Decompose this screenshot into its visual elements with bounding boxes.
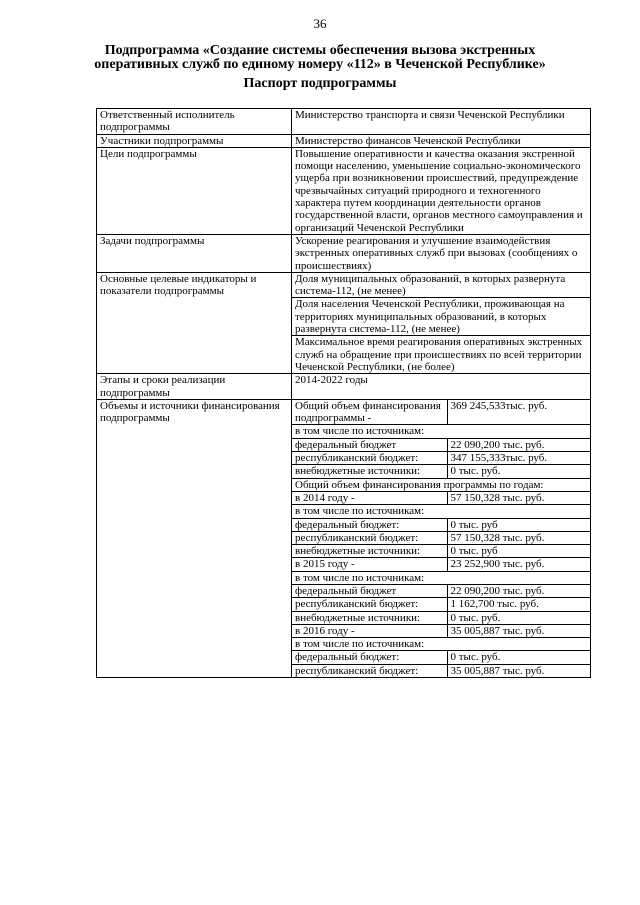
funding-note: в том числе по источникам: xyxy=(292,638,590,651)
funding-note: в том числе по источникам: xyxy=(292,425,590,438)
indicator-item: Доля муниципальных образований, в которых развернута система-112, (не менее) xyxy=(292,273,590,298)
funding-year-label: в 2015 году - xyxy=(292,558,447,571)
row-value: 2014-2022 годы xyxy=(292,374,591,400)
funding-label: Общий объем финансирования подпрограммы - xyxy=(292,400,447,425)
funding-amount: 57 150,328 тыс. руб. xyxy=(447,531,590,544)
indicators-list xyxy=(292,273,590,373)
row-label: Участники подпрограммы xyxy=(97,134,292,147)
row-value: Повышение оперативности и качества оказания экстренной помощи населению, уменьшение социально-экономического ущерба при возникновении происшествий, предупреждение чрезвычайных ситуаций природного и техногенного характера путем координации деятельности органов государственной власти, органов местного самоуправления и организаций Чеченской Республики xyxy=(292,147,591,234)
document-title xyxy=(60,44,580,72)
funding-label: республиканский бюджет: xyxy=(292,531,447,544)
row-label: Этапы и сроки реализации подпрограммы xyxy=(97,374,292,400)
funding-note: Общий объем финансирования программы по годам: xyxy=(292,478,590,491)
funding-year-label: в 2016 году - xyxy=(292,624,447,637)
funding-label: внебюджетные источники: xyxy=(292,465,447,478)
row-tasks xyxy=(97,234,591,272)
funding-table xyxy=(292,400,590,677)
funding-label: федеральный бюджет: xyxy=(292,518,447,531)
row-value: Министерство транспорта и связи Чеченской Республики xyxy=(292,109,591,135)
funding-note: в том числе по источникам: xyxy=(292,505,590,518)
row-responsible xyxy=(97,109,591,135)
row-indicators xyxy=(97,272,591,373)
funding-label: внебюджетные источники: xyxy=(292,611,447,624)
row-label: Основные целевые индикаторы и показатели подпрограммы xyxy=(97,272,292,373)
row-label: Цели подпрограммы xyxy=(97,147,292,234)
indicators-cell xyxy=(292,272,591,373)
funding-label: внебюджетные источники: xyxy=(292,545,447,558)
indicator-item: Доля населения Чеченской Республики, проживающая на территориях муниципальных образований, в которых развернута система-112, (не менее) xyxy=(292,298,590,336)
funding-amount: 23 252,900 тыс. руб. xyxy=(447,558,590,571)
row-stages xyxy=(97,374,591,400)
funding-note: в том числе по источникам: xyxy=(292,571,590,584)
funding-label: федеральный бюджет xyxy=(292,438,447,451)
funding-label: федеральный бюджет: xyxy=(292,651,447,664)
row-value: Министерство финансов Чеченской Республики xyxy=(292,134,591,147)
funding-label: федеральный бюджет xyxy=(292,584,447,597)
funding-amount: 57 150,328 тыс. руб. xyxy=(447,491,590,504)
funding-amount: 369 245,533тыс. руб. xyxy=(447,400,590,425)
row-label: Объемы и источники финансирования подпрограммы xyxy=(97,399,292,677)
row-value: Ускорение реагирования и улучшение взаимодействия экстренных оперативных служб при вызовах (сообщениях о происшествиях) xyxy=(292,234,591,272)
funding-amount: 0 тыс. руб. xyxy=(447,611,590,624)
row-label: Ответственный исполнитель подпрограммы xyxy=(97,109,292,135)
passport-heading: Паспорт подпрограммы xyxy=(243,76,397,91)
page-number: 36 xyxy=(313,16,327,31)
funding-amount: 1 162,700 тыс. руб. xyxy=(447,598,590,611)
funding-amount: 22 090,200 тыс. руб. xyxy=(447,584,590,597)
indicator-item: Максимальное время реагирования оперативных экстренных служб на обращение при происшествиях по всей территории Чеченской Республики, (не более) xyxy=(295,336,583,373)
funding-cell xyxy=(292,399,591,677)
row-goals xyxy=(97,147,591,234)
funding-amount: 35 005,887 тыс. руб. xyxy=(447,624,590,637)
title-line-2: оперативных служб по единому номеру «112» в Чеченской Республике» xyxy=(94,57,546,72)
funding-amount: 0 тыс. руб xyxy=(447,518,590,531)
funding-amount: 0 тыс. руб. xyxy=(447,465,590,478)
funding-amount: 0 тыс. руб. xyxy=(447,651,590,664)
funding-amount: 35 005,887 тыс. руб. xyxy=(450,664,545,677)
row-participants xyxy=(97,134,591,147)
funding-label: республиканский бюджет: xyxy=(292,452,447,465)
funding-amount: 0 тыс. руб xyxy=(447,545,590,558)
funding-amount: 22 090,200 тыс. руб. xyxy=(447,438,590,451)
title-line-1: Подпрограмма «Создание системы обеспечения вызова экстренных xyxy=(104,43,536,58)
passport-table xyxy=(96,108,591,678)
funding-label: республиканский бюджет: xyxy=(292,598,447,611)
funding-amount: 347 155,333тыс. руб. xyxy=(447,452,590,465)
funding-label: республиканский бюджет: xyxy=(292,664,447,677)
row-funding xyxy=(97,399,591,677)
funding-year-label: в 2014 году - xyxy=(292,491,447,504)
row-label: Задачи подпрограммы xyxy=(97,234,292,272)
